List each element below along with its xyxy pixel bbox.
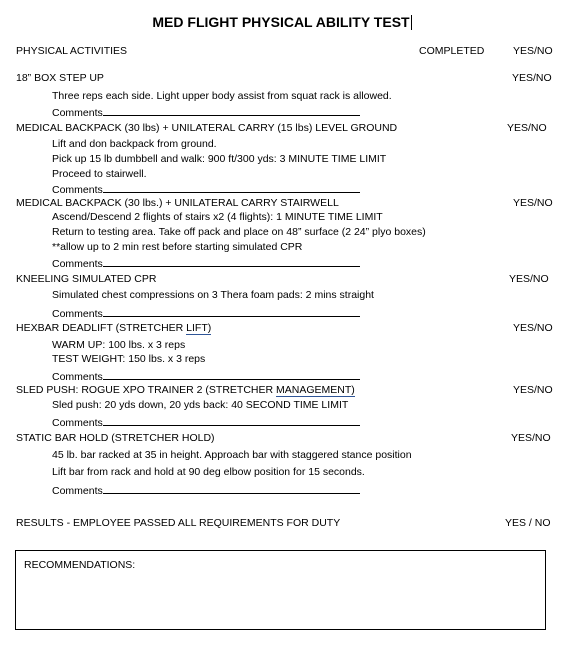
activity-heading: MEDICAL BACKPACK (30 lbs) + UNILATERAL CARRY (15 lbs) LEVEL GROUND xyxy=(16,122,398,134)
activity-detail: Proceed to stairwell. xyxy=(52,168,147,180)
activity-detail: Simulated chest compressions on 3 Thera foam pads: 2 mins straight xyxy=(52,289,374,301)
comments-field[interactable] xyxy=(52,369,360,384)
comments-label: Comments xyxy=(52,371,103,383)
comments-field[interactable] xyxy=(52,182,360,197)
activity-heading: SLED PUSH: ROGUE XPO TRAINER 2 (STRETCHER MANAGEMENT) xyxy=(16,384,355,396)
activity-yesno[interactable]: YES/NO xyxy=(513,384,553,396)
activity-yesno[interactable]: YES/NO xyxy=(513,322,553,334)
comments-label: Comments xyxy=(52,107,103,119)
header-yesno: YES/NO xyxy=(513,45,553,57)
activity-yesno[interactable]: YES/NO xyxy=(512,72,552,84)
comments-line xyxy=(103,256,360,267)
comments-line xyxy=(103,306,360,317)
comments-label: Comments xyxy=(52,184,103,196)
activity-detail: Ascend/Descend 2 flights of stairs x2 (4 flights): 1 MINUTE TIME LIMIT xyxy=(52,211,383,223)
activity-detail: WARM UP: 100 lbs. x 3 reps xyxy=(52,339,186,351)
comments-field[interactable] xyxy=(52,483,360,498)
comments-field[interactable] xyxy=(52,256,360,271)
comments-line xyxy=(103,415,360,426)
comments-label: Comments xyxy=(52,308,103,320)
activity-detail: Return to testing area. Take off pack and place on 48” surface (2 24” plyo boxes) xyxy=(52,226,426,238)
results-yesno[interactable]: YES / NO xyxy=(505,517,551,529)
comments-line xyxy=(103,105,360,116)
activity-heading: 18” BOX STEP UP xyxy=(16,72,104,84)
activity-heading: MEDICAL BACKPACK (30 lbs.) + UNILATERAL CARRY STAIRWELL xyxy=(16,197,339,209)
hyperlink-text[interactable]: LIFT) xyxy=(186,322,212,334)
activity-detail: Pick up 15 lb dumbbell and walk: 900 ft/300 yds: 3 MINUTE TIME LIMIT xyxy=(52,153,387,165)
activity-detail: Sled push: 20 yds down, 20 yds back: 40 SECOND TIME LIMIT xyxy=(52,399,349,411)
comments-line xyxy=(103,182,360,193)
activity-detail: Lift bar from rack and hold at 90 deg elbow position for 15 seconds. xyxy=(52,466,365,478)
comments-line xyxy=(103,483,360,494)
header-activities: PHYSICAL ACTIVITIES xyxy=(16,45,128,57)
activity-detail: 45 lb. bar racked at 35 in height. Approach bar with staggered stance position xyxy=(52,449,412,461)
comments-field[interactable] xyxy=(52,306,360,321)
comments-label: Comments xyxy=(52,417,103,429)
comments-label: Comments xyxy=(52,258,103,270)
activity-heading: HEXBAR DEADLIFT (STRETCHER LIFT) xyxy=(16,322,212,334)
activity-yesno[interactable]: YES/NO xyxy=(513,197,553,209)
comments-line xyxy=(103,369,360,380)
activity-detail: TEST WEIGHT: 150 lbs. x 3 reps xyxy=(52,353,206,365)
comments-field[interactable] xyxy=(52,415,360,430)
activity-detail: **allow up to 2 min rest before starting simulated CPR xyxy=(52,241,303,253)
activity-yesno[interactable]: YES/NO xyxy=(511,432,551,444)
text-cursor xyxy=(411,15,412,30)
comments-field[interactable] xyxy=(52,105,360,120)
activity-detail: Lift and don backpack from ground. xyxy=(52,138,217,150)
activity-yesno[interactable]: YES/NO xyxy=(507,122,547,134)
activity-heading: STATIC BAR HOLD (STRETCHER HOLD) xyxy=(16,432,215,444)
comments-label: Comments xyxy=(52,485,103,497)
results-label: RESULTS - EMPLOYEE PASSED ALL REQUIREMENTS FOR DUTY xyxy=(16,517,341,529)
activity-detail: Three reps each side. Light upper body assist from squat rack is allowed. xyxy=(52,90,392,102)
page-title: MED FLIGHT PHYSICAL ABILITY TEST xyxy=(152,14,410,30)
hyperlink-text[interactable]: MANAGEMENT) xyxy=(276,384,355,396)
header-completed: COMPLETED xyxy=(419,45,485,57)
recommendations-box[interactable] xyxy=(15,550,546,630)
activity-heading: KNEELING SIMULATED CPR xyxy=(16,273,157,285)
activity-yesno[interactable]: YES/NO xyxy=(509,273,549,285)
recommendations-label: RECOMMENDATIONS: xyxy=(24,559,136,571)
